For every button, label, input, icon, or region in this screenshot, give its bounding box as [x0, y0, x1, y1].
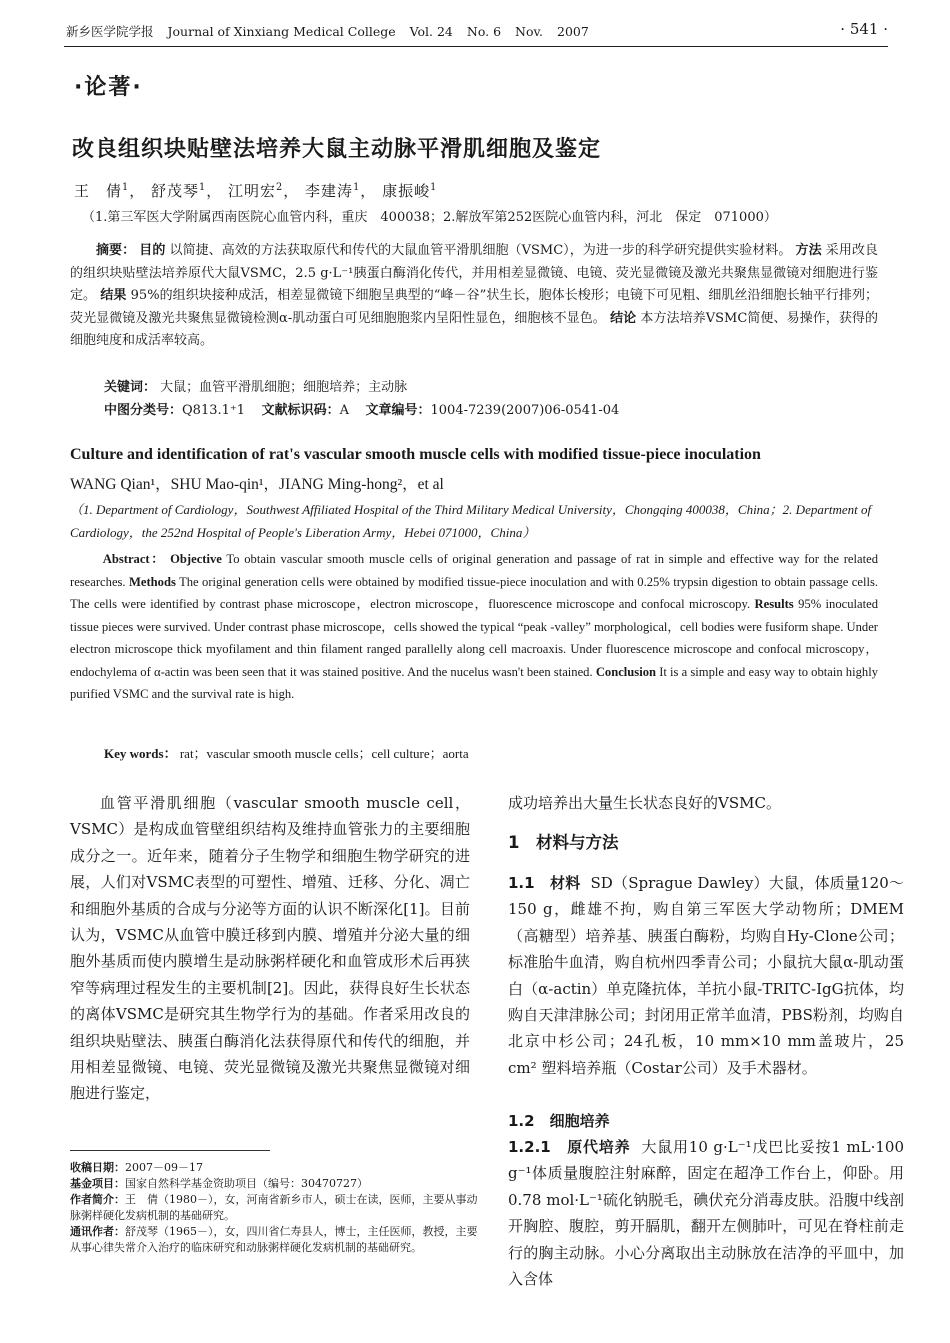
journal-name-cn: 新乡医学院学报 [66, 24, 154, 39]
journal-volume: Vol. 24 [409, 24, 453, 39]
journal-month: Nov. [515, 24, 544, 39]
author-cn: 李建涛 [305, 182, 354, 200]
keywords-en: Key words： rat；vascular smooth muscle cells；cell culture；aorta [104, 746, 469, 761]
footnotes [70, 1160, 480, 1256]
footnote: 收稿日期：2007－09－17 [70, 1161, 203, 1174]
author-cn: 康振峻 [382, 182, 431, 200]
author-cn: 江明宏 [228, 182, 277, 200]
journal-issue: No. 6 [466, 24, 502, 39]
section-tag: ·论著· [74, 75, 143, 100]
journal-year: 2007 [557, 24, 589, 39]
subsection-1-1: 1.1 材料 SD（Sprague Dawley）大鼠，体质量120～150 g，雌雄不拘，购自第三军医大学动物所；DMEM（高糖型）培养基、胰蛋白酶粉，均购自Hy-Clone公司；标准胎牛血清，购自杭州四季青公司；小鼠抗大鼠α-肌动蛋白（α-actin）单克隆抗体，羊抗小鼠-TRITC-IgG抗体，均购自天津津脉公司；封闭用正常羊血清，PBS粉剂，均购自北京中杉公司；24孔板，10 mm×10 mm盖玻片，25 cm² 塑料培养瓶（Costar公司）及手术器材。 [508, 874, 904, 1077]
authors-en: WANG Qian¹，SHU Mao-qin¹，JIANG Ming-hong²，et al [70, 476, 444, 493]
footnote: 作者简介：王 倩（1980－），女，河南省新乡市人，硕士在读，医师，主要从事动脉粥样硬化发病机制的基础研究。 [70, 1193, 478, 1222]
journal-name-en: Journal of Xinxiang Medical College [167, 24, 396, 39]
section-heading-1-2: 1.2 细胞培养 [508, 1112, 610, 1130]
abstract-label: 摘要： [96, 243, 136, 258]
affiliation-en: （1. Department of Cardiology，Southwest Affiliated Hospital of the Third Military Medical University，Chongqing 400038，China；2. Department of Cardiology，the 252nd Hospital of People's Liberation Army，Hebei 071000，China） [70, 502, 872, 540]
author-cn: 舒茂琴 [151, 182, 200, 200]
title-en: Culture and identification of rat's vascular smooth muscle cells with modified tissue-piece inoculation [70, 446, 761, 463]
title-cn: 改良组织块贴壁法培养大鼠主动脉平滑肌细胞及鉴定 [72, 137, 602, 162]
footnote: 通讯作者：舒茂琴（1965－），女，四川省仁寿县人，博士，主任医师，教授，主要从事心律失常介入治疗的临床研究和动脉粥样硬化发病机制的基础研究。 [70, 1225, 478, 1254]
header-rule [64, 46, 888, 47]
classification-cn: 中图分类号：Q813.1⁺1 文献标识码：A 文章编号：1004-7239(2007)06-0541-04 [104, 403, 620, 418]
authors-cn: 王 倩$^1$， 舒茂琴$^1$， 江明宏$^2$， 李建涛$^1$， 康振峻$^1$ [74, 182, 438, 200]
running-header [66, 22, 599, 40]
footnote: 基金项目：国家自然科学基金资助项目（编号：30470727） [70, 1177, 368, 1190]
subsection-1-2-1: 1.2.1 原代培养 大鼠用10 g·L⁻¹戊巴比妥按1 mL·100 g⁻¹体质量腹腔注射麻醉，固定在超净工作台上，仰卧。用0.78 mol·L⁻¹硫化钠脱毛，碘伏充分消毒皮肤。沿腹中线剖开胸腔、腹腔，剪开膈肌，翻开左侧肺叶，可见在脊柱前走行的胸主动脉。小心分离取出主动脉放在洁净的平皿中，加入含体 [508, 1138, 904, 1289]
abstract-en: Abstract： Objective To obtain vascular smooth muscle cells of original generation and passage of rat in simple and effective way for the related researches. Methods The original generation cells were obtained by modified tissue-piece inoculation and with 0.25% trypsin digestion to obtain passage cells. The cells were identified by contrast phase microscope，electron microscope，fluorescence microscope and confocal microscopy. Results 95% inoculated tissue pieces were survived. Under contrast phase microscope，cells showed the typical “peak -valley” morphological，cell bodies were fusiform shape. Under electron microscope thick myofilament and thin filament ranged parallelly along cell macroaxis. Under fluorescence microscope and confocal microscopy，endochylema of α-actin was been seen that it was stained positive. And the nucelus wasn't been stained. Conclusion It is a simple and easy way to obtain highly purified VSMC and the survival rate is high. [70, 552, 879, 701]
footnote-rule [70, 1150, 270, 1151]
keywords-cn: 关键词： 大鼠；血管平滑肌细胞；细胞培养；主动脉 [104, 380, 408, 395]
section-heading-1: 1 材料与方法 [508, 833, 619, 852]
page-number: · 541 · [840, 20, 888, 38]
author-cn: 王 倩 [74, 182, 123, 200]
body-right-continuation: 成功培养出大量生长状态良好的VSMC。 [508, 794, 781, 812]
affiliation-cn: （1.第三军医大学附属西南医院心血管内科，重庆 400038；2.解放军第252医院心血管内科，河北 保定 071000） [82, 210, 777, 225]
body-left-column: 血管平滑肌细胞（vascular smooth muscle cell，VSMC）是构成血管壁组织结构及维持血管张力的主要细胞成分之一。近年来，随着分子生物学和细胞生物学研究的进展，人们对VSMC表型的可塑性、增殖、迁移、分化、凋亡和细胞外基质的合成与分泌等方面的认识不断深化[1]。目前认为，VSMC从血管中膜迁移到内膜、增殖并分泌大量的细胞外基质而使内膜增生是动脉粥样硬化和血管成形术后再狭窄等病理过程发生的主要机制[2]。因此，获得良好生长状态的离体VSMC是研究其生物学行为的基础。作者采用改良的组织块贴壁法、胰蛋白酶消化法获得原代和传代的细胞，并用相差显微镜、电镜、荧光显微镜及激光共聚焦显微镜对细胞进行鉴定， [70, 794, 470, 1103]
abstract-cn: 摘要： 目的 以简捷、高效的方法获取原代和传代的大鼠血管平滑肌细胞（VSMC），为进一步的科学研究提供实验材料。 方法 采用改良的组织块贴壁法培养原代大鼠VSMC，2.5 g·L⁻¹胰蛋白酶消化传代，并用相差显微镜、电镜、荧光显微镜及激光共聚焦显微镜对细胞进行鉴定。 结果 95%的组织块接种成活，相差显微镜下细胞呈典型的“峰－谷”状生长，胞体长梭形；电镜下可见粗、细肌丝沿细胞长轴平行排列；荧光显微镜及激光共聚焦显微镜检测α-肌动蛋白可见细胞胞浆内呈阳性显色，细胞核不显色。 结论 本方法培养VSMC简便、易操作，获得的细胞纯度和成活率较高。 [70, 243, 879, 348]
